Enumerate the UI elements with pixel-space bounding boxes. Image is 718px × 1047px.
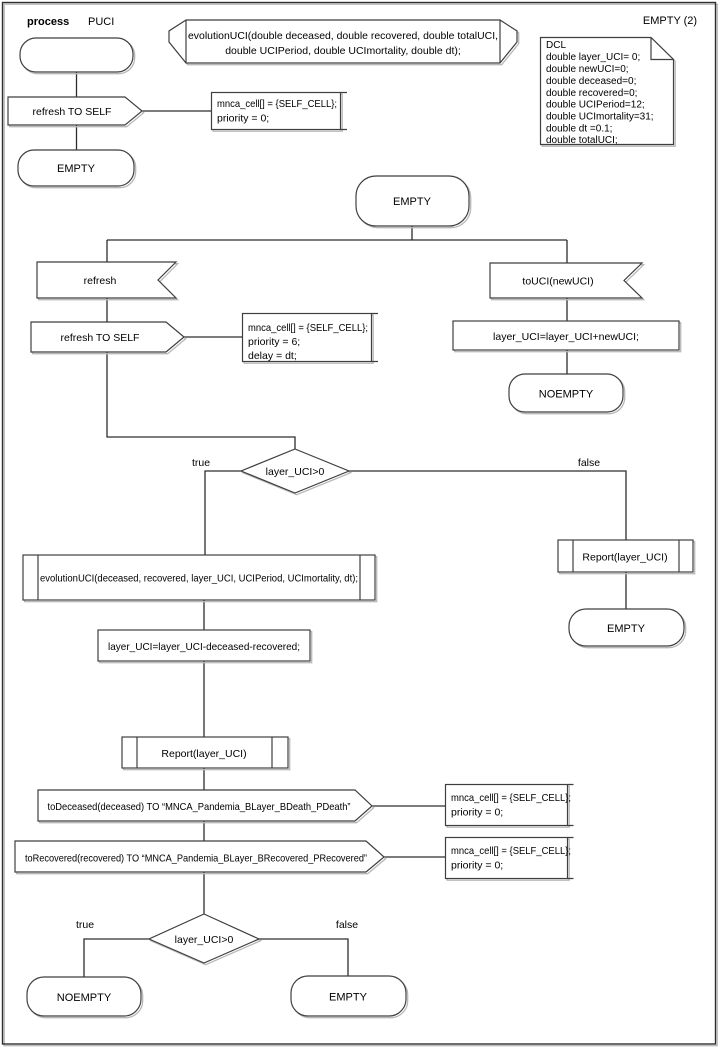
comment-4-shape (446, 838, 568, 879)
comment-3-line: priority = 0; (451, 806, 504, 819)
state-empty-2-label: EMPTY (393, 196, 431, 208)
dcl-line: DCL (546, 40, 567, 51)
dcl-line: double dt =0.1; (546, 123, 613, 135)
comment-1-line: priority = 0; (217, 112, 270, 125)
page-label: EMPTY (2) (642, 15, 698, 27)
comment-1-overhang (341, 93, 348, 130)
dcl-line: double newUCI=0; (546, 64, 629, 75)
output-refresh-to-self-2-label: refresh TO SELF (60, 332, 140, 344)
comment-3-overhang (568, 785, 574, 826)
start-state-symbol (20, 38, 133, 72)
comment-2-line: priority = 6; (248, 336, 301, 348)
state-empty-right-label: EMPTY (607, 623, 645, 635)
comment-4-overhang (568, 838, 574, 879)
dcl-line: double UCImortality=31; (546, 111, 654, 123)
output-todeceased-label: toDeceased(deceased) TO “MNCA_Pandemia_BLayer_BDeath_PDeath” (47, 801, 351, 813)
decision-1-true-label: true (191, 457, 211, 469)
comment-2-line: delay = dt; (248, 350, 297, 362)
shapes (8, 20, 695, 1018)
connector-decision1-false (349, 471, 626, 540)
state-empty-1-label: EMPTY (57, 163, 95, 175)
dcl-line: double UCIPeriod=12; (546, 99, 645, 111)
state-noempty-right-label: NOEMPTY (538, 388, 594, 401)
state-empty-bottom-label: EMPTY (329, 991, 367, 1004)
output-torecovered-label: toRecovered(recovered) TO “MNCA_Pandemia_BLayer_BRecovered_PRecovered” (25, 852, 368, 865)
comment-1-line: mnca_cell[] = {SELF_CELL}; (217, 98, 337, 110)
comment-4-line: priority = 0; (451, 859, 504, 872)
input-touci-label: toUCI(newUCI) (522, 275, 594, 288)
comment-2-line: mnca_cell[] = {SELF_CELL}; (248, 322, 368, 334)
task-add-label: layer_UCI=layer_UCI+newUCI; (493, 331, 639, 343)
decision-2-label: layer_UCI>0 (174, 934, 234, 946)
decision-1-false-label: false (577, 457, 601, 469)
connector-empty2-branch (107, 226, 567, 263)
dcl-line: double layer_UCI= 0; (546, 52, 641, 63)
process-keyword-label: process (27, 16, 70, 28)
decision-2-false-label: false (335, 919, 359, 931)
call-report-mid-label: Report(layer_UCI) (161, 748, 247, 760)
output-refresh-to-self-1-label: refresh TO SELF (32, 106, 112, 118)
dcl-line: double recovered=0; (546, 88, 638, 99)
declaration-line2: double UCIPeriod, double UCImortality, double dt); (225, 45, 461, 57)
state-noempty-bottom-label: NOEMPTY (56, 992, 112, 1004)
connector-decision1-true (205, 471, 241, 555)
call-report-right-label: Report(layer_UCI) (582, 551, 668, 564)
process-name-label: PUCI (88, 16, 115, 28)
declaration-line1: evolutionUCI(double deceased, double recovered, double totalUCI, (188, 30, 498, 42)
decision-1-label: layer_UCI>0 (265, 466, 325, 478)
comment-3-line: mnca_cell[] = {SELF_CELL}; (451, 792, 571, 804)
comment-3-shape (446, 785, 568, 826)
comment-2-overhang (372, 314, 379, 362)
comment-4-line: mnca_cell[] = {SELF_CELL}; (451, 845, 571, 857)
connector-decision2-false (259, 939, 348, 976)
task-subtract-label: layer_UCI=layer_UCI-deceased-recovered; (108, 641, 300, 653)
connector-decision2-true (84, 939, 149, 977)
input-refresh-label: refresh (83, 275, 117, 287)
call-evolutionuci-label: evolutionUCI(deceased, recovered, layer_UCI, UCIPeriod, UCImortality, dt); (40, 573, 358, 585)
connector-output2-to-decision1 (107, 352, 295, 449)
dcl-line: double totalUCI; (546, 135, 618, 146)
decision-2-true-label: true (75, 919, 95, 931)
dcl-line: double deceased=0; (546, 76, 637, 87)
